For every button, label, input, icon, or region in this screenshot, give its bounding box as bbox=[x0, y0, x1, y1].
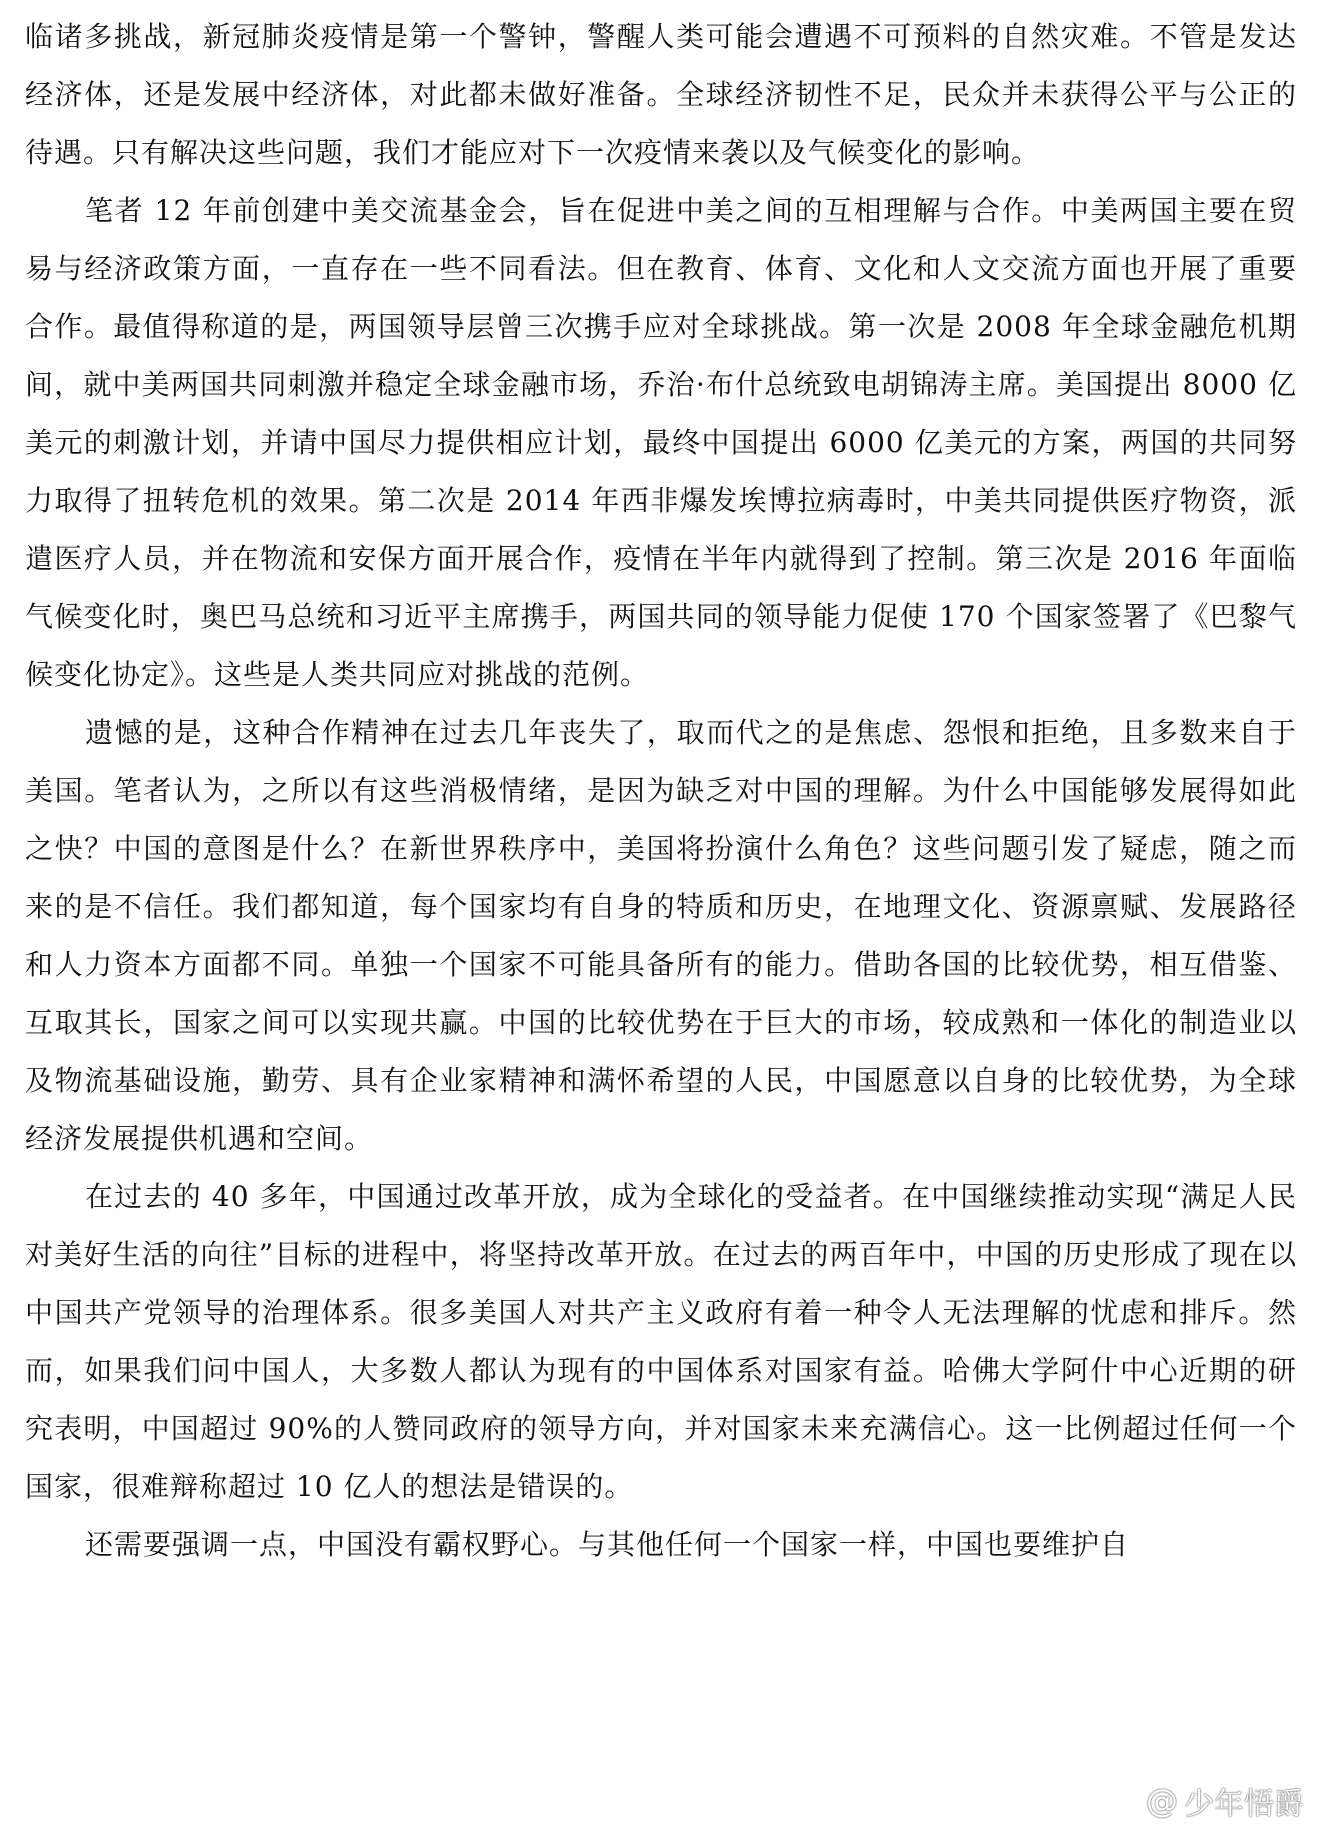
watermark-text: 少年悟爵 bbox=[1184, 1787, 1304, 1822]
document-page bbox=[25, 8, 1297, 1574]
watermark bbox=[1146, 1779, 1304, 1823]
paragraph-5: 还需要强调一点，中国没有霸权野心。与其他任何一个国家一样，中国也要维护自 bbox=[85, 1528, 1130, 1561]
paragraph-4: 在过去的 40 多年，中国通过改革开放，成为全球化的受益者。在中国继续推动实现“满足人民对美好生活的向往”目标的进程中，将坚持改革开放。在过去的两百年中，中国的历史形成了现在以中国共产党领导的治理体系。很多美国人对共产主义政府有着一种令人无法理解的忧虑和排斥。然而，如果我们问中国人，大多数人都认为现有的中国体系对国家有益。哈佛大学阿什中心近期的研究表明，中国超过 90%的人赞同政府的领导方向，并对国家未来充满信心。这一比例超过任何一个国家，很难辩称超过 10 亿人的想法是错误的。 bbox=[25, 1180, 1297, 1503]
paragraph-2: 笔者 12 年前创建中美交流基金会，旨在促进中美之间的互相理解与合作。中美两国主要在贸易与经济政策方面，一直存在一些不同看法。但在教育、体育、文化和人文交流方面也开展了重要合作。最值得称道的是，两国领导层曾三次携手应对全球挑战。第一次是 2008 年全球金融危机期间，就中美两国共同刺激并稳定全球金融市场，乔治·布什总统致电胡锦涛主席。美国提出 8000 亿美元的刺激计划，并请中国尽力提供相应计划，最终中国提出 6000 亿美元的方案，两国的共同努力取得了扭转危机的效果。第二次是 2014 年西非爆发埃博拉病毒时，中美共同提供医疗物资，派遣医疗人员，并在物流和安保方面开展合作，疫情在半年内就得到了控制。第三次是 2016 年面临气候变化时，奥巴马总统和习近平主席携手，两国共同的领导能力促使 170 个国家签署了《巴黎气候变化协定》。这些是人类共同应对挑战的范例。 bbox=[25, 194, 1297, 691]
paragraph-1: 临诸多挑战，新冠肺炎疫情是第一个警钟，警醒人类可能会遭遇不可预料的自然灾难。不管是发达经济体，还是发展中经济体，对此都未做好准备。全球经济韧性不足，民众并未获得公平与公正的待遇。只有解决这些问题，我们才能应对下一次疫情来袭以及气候变化的影响。 bbox=[25, 20, 1297, 169]
at-icon: @ bbox=[1146, 1782, 1178, 1820]
paragraph-3: 遗憾的是，这种合作精神在过去几年丧失了，取而代之的是焦虑、怨恨和拒绝，且多数来自于美国。笔者认为，之所以有这些消极情绪，是因为缺乏对中国的理解。为什么中国能够发展得如此之快？中国的意图是什么？在新世界秩序中，美国将扮演什么角色？这些问题引发了疑虑，随之而来的是不信任。我们都知道，每个国家均有自身的特质和历史，在地理文化、资源禀赋、发展路径和人力资本方面都不同。单独一个国家不可能具备所有的能力。借助各国的比较优势，相互借鉴、互取其长，国家之间可以实现共赢。中国的比较优势在于巨大的市场，较成熟和一体化的制造业以及物流基础设施，勤劳、具有企业家精神和满怀希望的人民，中国愿意以自身的比较优势，为全球经济发展提供机遇和空间。 bbox=[25, 716, 1297, 1155]
